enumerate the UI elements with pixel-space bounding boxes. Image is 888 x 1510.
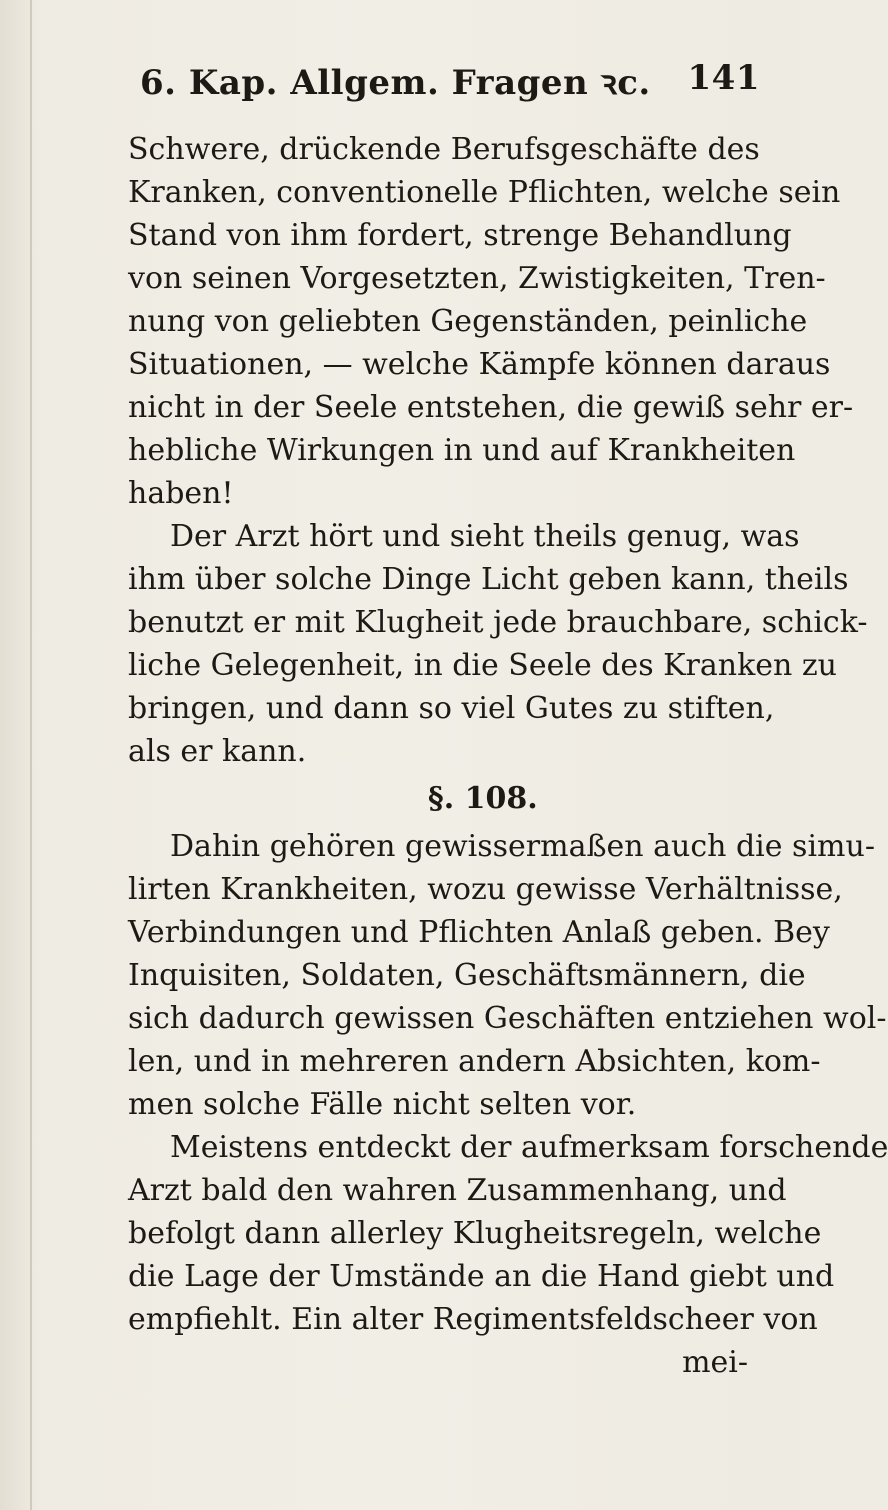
text-line: hebliche Wirkungen in und auf Krankheiten: [128, 433, 796, 468]
running-title: 6. Kap. Allgem. Fragen ꝛc.: [140, 63, 651, 103]
text-line: Dahin gehören gewissermaßen auch die simu-: [170, 829, 875, 864]
catchword: mei-: [682, 1345, 748, 1380]
text-line: liche Gelegenheit, in die Seele des Kranken zu: [128, 648, 837, 683]
text-line: Meistens entdeckt der aufmerksam forschende: [170, 1130, 888, 1165]
text-line: lirten Krankheiten, wozu gewisse Verhältnisse,: [128, 872, 843, 907]
text-line: Inquisiten, Soldaten, Geschäftsmännern, die: [128, 958, 806, 993]
page-gutter: [30, 0, 32, 1510]
page-number: 141: [687, 58, 760, 98]
text-line: nung von geliebten Gegenständen, peinliche: [128, 304, 808, 339]
text-line: ihm über solche Dinge Licht geben kann, theils: [128, 562, 849, 597]
text-line: Stand von ihm fordert, strenge Behandlung: [128, 218, 792, 253]
text-line: Der Arzt hört und sieht theils genug, was: [170, 519, 800, 554]
text-line: Schwere, drückende Berufsgeschäfte des: [128, 132, 760, 167]
text-line: men solche Fälle nicht selten vor.: [128, 1087, 637, 1122]
text-line: nicht in der Seele entstehen, die gewiß sehr er-: [128, 390, 854, 425]
text-line: Situationen, — welche Kämpfe können daraus: [128, 347, 831, 382]
text-line: befolgt dann allerley Klugheitsregeln, welche: [128, 1216, 822, 1251]
section-number: §. 108.: [428, 781, 538, 816]
text-line: sich dadurch gewissen Geschäften entziehen wol-: [128, 1001, 887, 1036]
text-line: als er kann.: [128, 734, 307, 769]
text-line: bringen, und dann so viel Gutes zu stiften,: [128, 691, 775, 726]
running-header: [140, 58, 780, 102]
text-line: Verbindungen und Pflichten Anlaß geben. Bey: [128, 915, 830, 950]
text-line: len, und in mehreren andern Absichten, kom-: [128, 1044, 821, 1079]
text-line: Arzt bald den wahren Zusammenhang, und: [128, 1173, 787, 1208]
text-line: die Lage der Umstände an die Hand giebt und: [128, 1259, 835, 1294]
text-line: von seinen Vorgesetzten, Zwistigkeiten, Tren-: [128, 261, 826, 296]
body-text: [128, 128, 888, 1384]
text-line: haben!: [128, 476, 234, 511]
text-line: benutzt er mit Klugheit jede brauchbare, schick-: [128, 605, 868, 640]
text-line: Kranken, conventionelle Pflichten, welche sein: [128, 175, 841, 210]
text-line: empfiehlt. Ein alter Regimentsfeldscheer von: [128, 1302, 818, 1337]
